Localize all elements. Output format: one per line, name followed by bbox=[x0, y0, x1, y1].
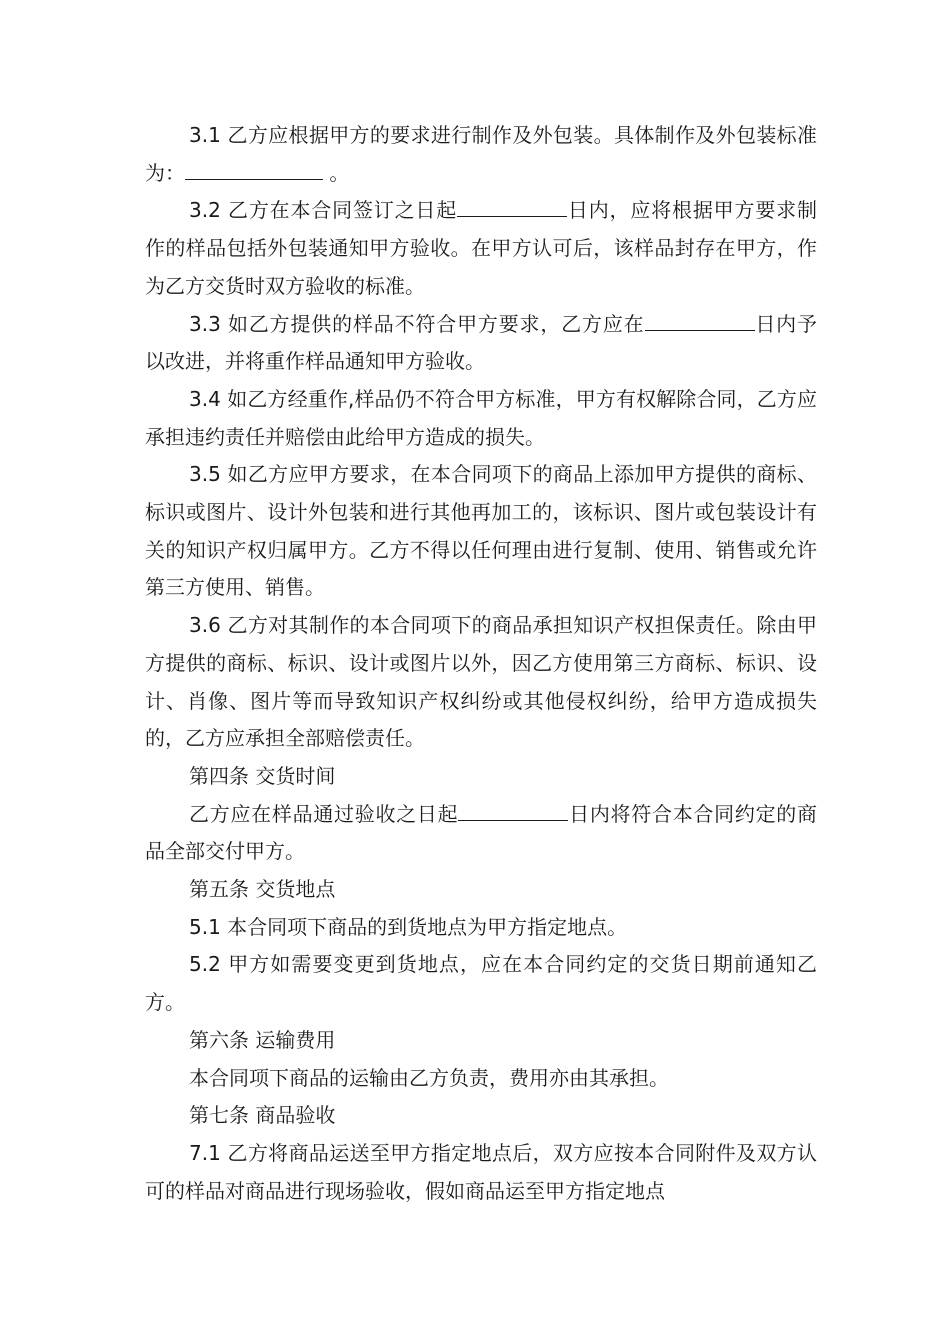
clause-paragraph bbox=[145, 607, 817, 758]
paragraph-text: 第四条 交货时间 bbox=[189, 763, 336, 788]
paragraph-text: 第五条 交货地点 bbox=[189, 877, 336, 902]
clause-paragraph bbox=[145, 946, 817, 1021]
clause-paragraph bbox=[145, 117, 817, 192]
paragraph-text: 日内，应将根据甲方要求制作的样品包括外包装通知甲方验收。在甲方认可后，该样品封存在甲方，作为乙方交货时双方验收的标准。 bbox=[145, 198, 817, 298]
section-heading bbox=[145, 1022, 817, 1060]
paragraph-text: 本合同项下商品的运输由乙方负责，费用亦由其承担。 bbox=[189, 1065, 669, 1090]
clause-paragraph bbox=[145, 909, 817, 947]
clause-paragraph bbox=[145, 1135, 817, 1210]
paragraph-text: 3.3 如乙方提供的样品不符合甲方要求，乙方应在 bbox=[189, 311, 645, 336]
clause-paragraph bbox=[145, 306, 817, 381]
paragraph-text: 3.1 乙方应根据甲方的要求进行制作及外包装。具体制作及外包装标准为： bbox=[145, 123, 817, 185]
clause-paragraph bbox=[145, 381, 817, 456]
paragraph-text: 3.4 如乙方经重作,样品仍不符合甲方标准，甲方有权解除合同，乙方应承担违约责任并赔偿由此给甲方造成的损失。 bbox=[145, 386, 817, 449]
fill-in-blank[interactable] bbox=[457, 194, 567, 217]
paragraph-text: 日内予以改进，并将重作样品通知甲方验收。 bbox=[145, 311, 817, 374]
paragraph-text: 3.5 如乙方应甲方要求，在本合同项下的商品上添加甲方提供的商标、标识或图片、设计外包装和进行其他再加工的，该标识、图片或包装设计有关的知识产权归属甲方。乙方不得以任何理由进行复制、使用、销售或允许第三方使用、销售。 bbox=[145, 462, 817, 600]
clause-paragraph bbox=[145, 456, 817, 607]
paragraph-text: 。 bbox=[323, 160, 350, 185]
section-heading bbox=[145, 758, 817, 796]
clause-paragraph bbox=[145, 192, 817, 305]
fill-in-blank[interactable] bbox=[185, 157, 323, 180]
paragraph-text: 第六条 运输费用 bbox=[189, 1027, 336, 1052]
paragraph-text: 3.6 乙方对其制作的本合同项下的商品承担知识产权担保责任。除由甲方提供的商标、标识、设计或图片以外，因乙方使用第三方商标、标识、设计、肖像、图片等而导致知识产权纠纷或其他侵权纠纷，给甲方造成损失的，乙方应承担全部赔偿责任。 bbox=[145, 613, 817, 751]
paragraph-text: 5.1 本合同项下商品的到货地点为甲方指定地点。 bbox=[189, 914, 628, 939]
document-body bbox=[145, 117, 817, 1210]
paragraph-text: 乙方应在样品通过验收之日起 bbox=[189, 801, 459, 826]
section-heading bbox=[145, 871, 817, 909]
paragraph-text: 日内将符合本合同约定的商品全部交付甲方。 bbox=[145, 801, 818, 864]
clause-paragraph bbox=[145, 1060, 817, 1098]
clause-paragraph bbox=[145, 796, 817, 871]
paragraph-text: 第七条 商品验收 bbox=[189, 1103, 336, 1128]
paragraph-text: 7.1 乙方将商品运送至甲方指定地点后，双方应按本合同附件及双方认可的样品对商品进行现场验收，假如商品运至甲方指定地点 bbox=[145, 1140, 817, 1203]
fill-in-blank[interactable] bbox=[458, 798, 568, 821]
paragraph-text: 5.2 甲方如需要变更到货地点，应在本合同约定的交货日期前通知乙方。 bbox=[145, 952, 817, 1015]
paragraph-text: 3.2 乙方在本合同签订之日起 bbox=[189, 198, 458, 223]
section-heading bbox=[145, 1097, 817, 1135]
fill-in-blank[interactable] bbox=[645, 308, 755, 331]
